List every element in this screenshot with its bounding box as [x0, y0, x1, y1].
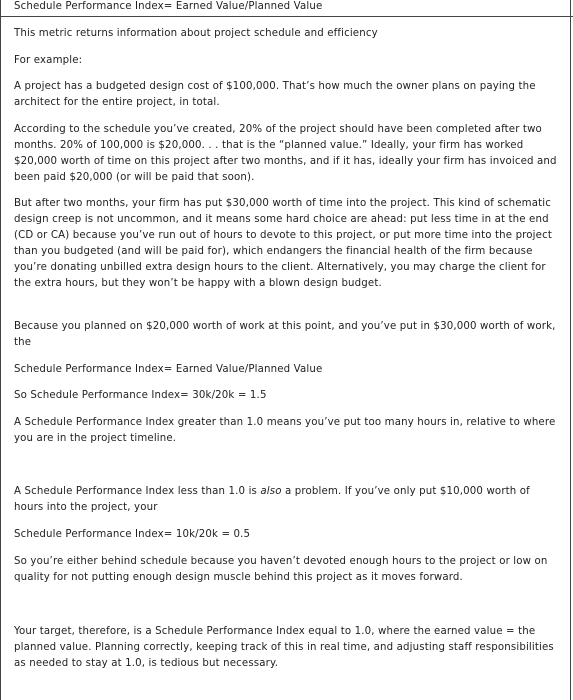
- intro-text: This metric returns information about project schedule and efficiency: [14, 28, 378, 39]
- budget-paragraph: A project has a budgeted design cost of $100,000. That’s how much the owner plans on paying the architect for the entire project, in total.: [14, 81, 536, 108]
- top-divider: [0, 16, 573, 17]
- for-example-label: For example:: [14, 55, 83, 66]
- formula-line-3: Schedule Performance Index= 10k/20k = 0.5: [14, 529, 251, 540]
- less-than-paragraph: [14, 484, 559, 516]
- formula-line-2: So Schedule Performance Index= 30k/20k = 1.5: [14, 390, 267, 401]
- formula-line-1: Schedule Performance Index= Earned Value/Planned Value: [14, 364, 323, 375]
- schedule-paragraph: According to the schedule you’ve created, 20% of the project should have been completed after two months. 20% of 100,000 is $20,000. . . that is the “planned value.” Ideally, your firm has worked $20,000 worth of time on this project after two months, and if it has, ideally your firm has invoiced and been paid $20,000 (or will be paid that soon).: [14, 124, 557, 183]
- less-than-text-a: A Schedule Performance Index less than 1.0 is: [14, 486, 261, 497]
- scope-creep-paragraph: But after two months, your firm has put $30,000 worth of time into the project. This kind of schematic design creep is not uncommon, and it means some hard choice are ahead: put less time in at the end (CD or CA) because you’ve run out of hours to devote to this project, or put more time into the project than you budgeted (and will be paid for), which endangers the financial health of the firm because you’re donating unbilled extra design hours to the client. Alternatively, you may charge the client for the extra hours, but they won’t be happy with a blown design budget.: [14, 198, 552, 289]
- because-paragraph: Because you planned on $20,000 worth of work at this point, and you’ve put in $30,000 worth of work, the: [14, 321, 556, 348]
- target-paragraph: Your target, therefore, is a Schedule Performance Index equal to 1.0, where the earned value = the planned value. Planning correctly, keeping track of this in real time, and adjusting staff responsibilities as needed to stay at 1.0, is tedious but necessary.: [14, 626, 554, 669]
- behind-schedule-paragraph: So you’re either behind schedule because you haven’t devoted enough hours to the project or low on quality for not putting enough design muscle behind this project as it moves forward.: [14, 556, 548, 583]
- less-than-emphasis: also: [260, 486, 282, 497]
- heading-formula: Schedule Performance Index= Earned Value/Planned Value: [14, 1, 323, 12]
- less-than-text-b: a problem. If you’ve only put $10,000 worth of hours into the project, your: [14, 486, 530, 513]
- greater-than-paragraph: A Schedule Performance Index greater than 1.0 means you’ve put too many hours in, relative to where you are in the project timeline.: [14, 417, 556, 444]
